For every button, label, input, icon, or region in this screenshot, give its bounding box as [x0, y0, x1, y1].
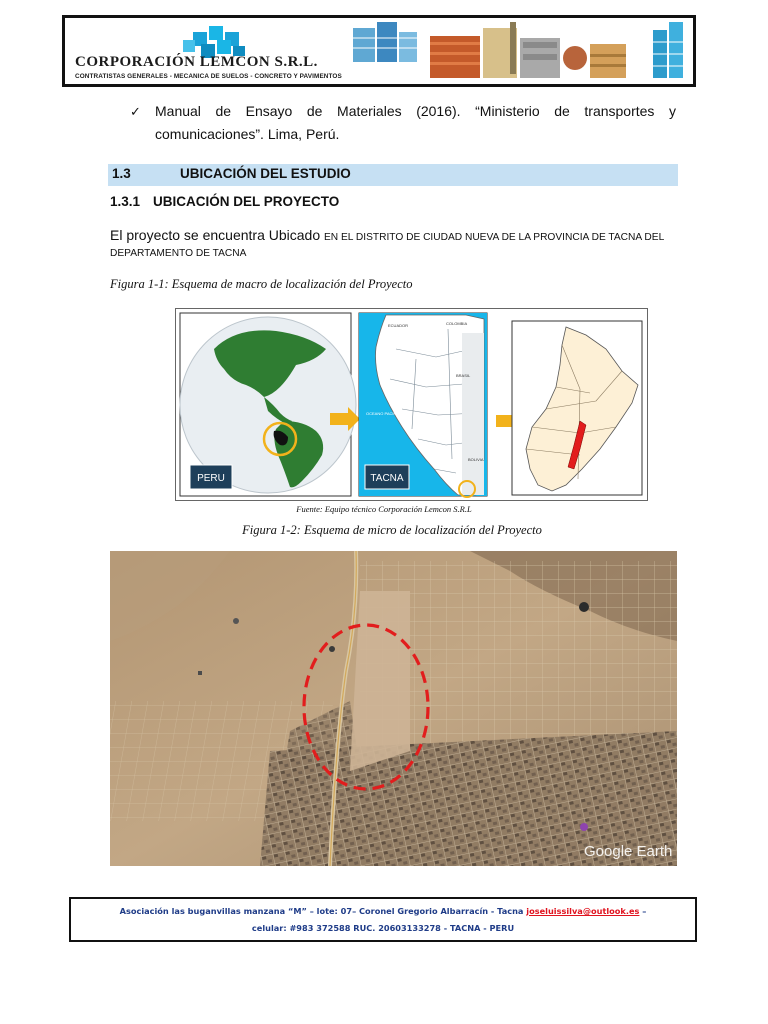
section-title: UBICACIÓN DEL ESTUDIO	[180, 166, 351, 181]
satellite-map	[110, 551, 677, 866]
tacna-label: TACNA	[370, 473, 404, 484]
footer-phone-line: celular: #983 372588 RUC. 20603133278 - TACNA - PERU	[251, 923, 515, 933]
brasil-label: BRASIL	[456, 373, 471, 378]
footer-address: Asociación las buganvillas manzana “M” – lote: 07– Coronel Gregorio Albarracín - Tacna	[119, 906, 527, 916]
figure-2-satellite-image	[110, 551, 677, 866]
figure-2-caption: Figura 1-2: Esquema de micro de localización del Proyecto	[242, 523, 542, 537]
paragraph-location-2: DEPARTAMENTO DE TACNA	[110, 248, 247, 259]
company-tagline: CONTRATISTAS GENERALES - MECANICA DE SUELOS - CONCRETO Y PAVIMENTOS	[75, 73, 342, 80]
footer-box	[69, 897, 697, 942]
figure-1-caption: Figura 1-1: Esquema de macro de localización del Proyecto	[110, 277, 413, 291]
bullet-line-2: comunicaciones”. Lima, Perú.	[155, 126, 340, 142]
peru-label: PERU	[197, 473, 225, 484]
google-earth-watermark: Google Earth	[584, 843, 673, 860]
globe-panel	[180, 313, 356, 496]
paragraph-location-1: EN EL DISTRITO DE CIUDAD NUEVA DE LA PROVINCIA DE TACNA DEL	[324, 232, 665, 243]
bullet-line-1: Manual de Ensayo de Materiales (2016). “Ministerio de transportes y	[155, 103, 676, 119]
ocean-label: OCEANO PACIFICO	[366, 411, 404, 416]
figure-source: Fuente: Equipo técnico Corporación Lemcon S.R.L	[296, 504, 472, 514]
building-icon	[353, 22, 417, 62]
company-name: CORPORACIÓN LEMCON S.R.L.	[75, 54, 318, 70]
section-number: 1.3	[112, 166, 131, 181]
footer-email-link[interactable]: joseluissilva@outlook.es	[526, 906, 640, 916]
subsection-number: 1.3.1	[110, 194, 141, 209]
ecuador-label: ECUADOR	[388, 323, 409, 328]
location-paragraph	[110, 227, 664, 243]
macro-location-diagram	[176, 309, 647, 500]
peru-map-panel	[359, 313, 487, 497]
bolivia-label: BOLIVIA	[468, 457, 484, 462]
figure-1-macro-location	[175, 308, 648, 501]
tower-icon	[653, 22, 683, 78]
footer-dash: –	[639, 906, 647, 916]
paragraph-lead: El proyecto se encuentra Ubicado	[110, 227, 325, 243]
colombia-label: COLOMBIA	[446, 321, 468, 326]
footer-address-line	[71, 906, 695, 916]
header-banner	[62, 15, 696, 87]
checkmark-icon: ✓	[130, 104, 141, 119]
subsection-title: UBICACIÓN DEL PROYECTO	[153, 194, 340, 209]
construction-materials-image	[430, 22, 626, 78]
tacna-region-panel	[512, 321, 642, 495]
arrow-2-icon	[496, 415, 512, 427]
